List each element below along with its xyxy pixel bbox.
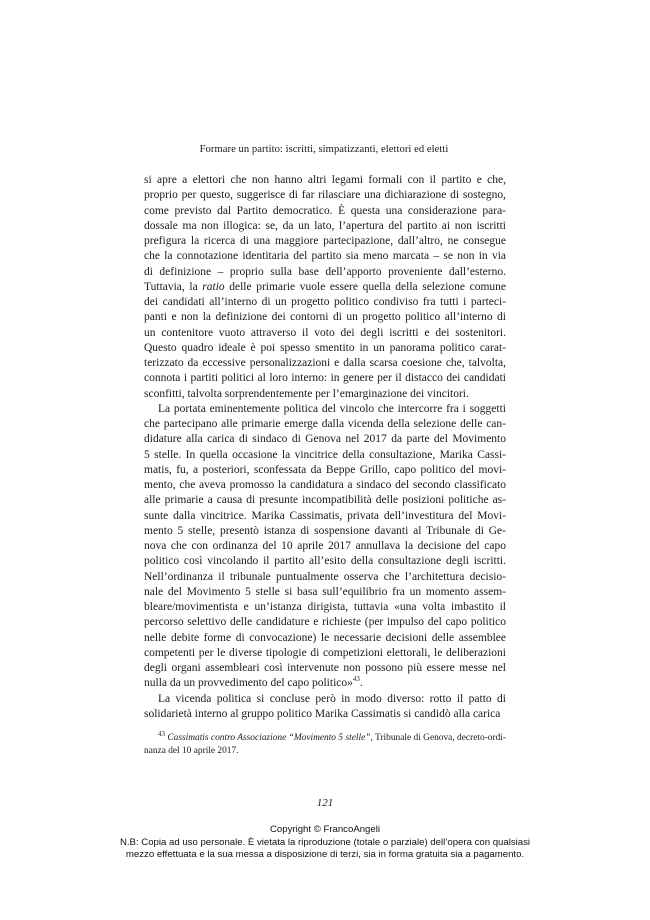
body-text <box>144 173 506 722</box>
text-line: 5 stelle. In quella occasione la vincitrice della consultazione, Marika Cassi- <box>144 448 506 461</box>
text-segment: nulla da un provvedimento del capo politico» <box>144 677 353 690</box>
text-segment: Tuttavia, la <box>144 280 203 293</box>
text-line: che la connotazione identitaria del partito sia meno marcata – se non in via <box>144 250 506 263</box>
text-line: panti e non la definizione dei contorni di un progetto politico all’interno di <box>144 311 506 324</box>
text-line: sunte dalla vincitrice. Marika Cassimatis, privata dell’investitura del Movi- <box>144 509 506 522</box>
paragraph-2 <box>144 402 506 692</box>
text-line: proprio per questo, suggerisce di far rilasciare una dichiarazione di sostegno, <box>144 189 506 202</box>
italic-term: ratio <box>202 280 225 293</box>
text-line <box>144 280 506 295</box>
text-line <box>144 676 506 691</box>
text-line: dei candidati all’interno di un progetto politico condiviso fra tutti i parteci- <box>144 296 506 308</box>
copyright-line: N.B: Copia ad uso personale. È vietata la riproduzione (totale o parziale) dell’opera con qualsiasi <box>119 836 531 848</box>
text-line: mento, che aveva promosso la candidatura a sindaco del secondo classificato <box>144 479 506 491</box>
text-line: didature alla carica di sindaco di Genova nel 2017 da parte del Movimento <box>144 433 506 446</box>
text-line: alle primarie a causa di presunte incompatibilità delle posizioni politiche as- <box>144 494 506 507</box>
footnote-line <box>144 729 506 745</box>
footnote-case-title: Cassimatis contro Associazione “Movimento 5 stelle” <box>167 733 371 743</box>
text-line: nale del Movimento 5 stelle si basa sull’equilibrio fra un momento assem- <box>144 585 506 598</box>
text-line: nova che con ordinanza del 10 aprile 2017 annullava la decisione del capo <box>144 540 506 552</box>
text-line: La portata eminentemente politica del vincolo che intercorre fra i soggetti <box>158 402 506 415</box>
text-line: degli organi assembleari così intervenute non possono più essere messe nel <box>144 662 506 674</box>
text-line: mento 5 stelle, presentò istanza di sospensione davanti al Tribunale di Ge- <box>144 524 506 537</box>
running-head: Formare un partito: iscritti, simpatizzanti, elettori ed eletti <box>199 144 449 155</box>
text-line: si apre a elettori che non hanno altri legami formali con il partito e che, <box>144 174 506 186</box>
text-line: prefigura la ricerca di una maggiore partecipazione, dall’altro, ne consegue <box>144 235 506 247</box>
text-line: terizzato da eccessive personalizzazioni e dalla scarsa coesione che, talvolta, <box>144 357 506 369</box>
copyright-line: mezzo effettuata e la sua messa a disposizione di terzi, sia in forma gratuita sia a pagamento. <box>125 849 525 860</box>
paragraph-1 <box>144 173 506 402</box>
text-line: dossale ma non illogica: se, da un lato, l’apertura del partito ai non iscritti <box>144 219 506 232</box>
footnote-reference[interactable]: 43 <box>352 675 360 684</box>
copyright-notice <box>0 824 650 862</box>
text-line: solidarietà interno al gruppo politico Marika Cassimatis si candidò alla carica <box>144 707 501 720</box>
paragraph-3 <box>144 692 506 723</box>
page-number: 121 <box>316 797 334 809</box>
text-segment: . <box>359 677 363 690</box>
text-line: bleare/movimentista e un’istanza dirigista, tuttavia «una volta imbastito il <box>144 601 506 613</box>
text-line: Questo quadro ideale è poi spesso smentito in un panorama politico carat- <box>144 341 506 354</box>
text-line: un contenitore vuoto attraverso il voto dei degli iscritti e dei sostenitori. <box>144 326 506 339</box>
text-line: che partecipano alle primarie emerge dalla vicenda della selezione delle can- <box>144 418 506 430</box>
text-line: matis, fu, a posteriori, sconfessata da Beppe Grillo, capo politico del movi- <box>144 463 506 476</box>
footnote-line: nanza del 10 aprile 2017. <box>144 745 239 756</box>
text-line: percorso selettivo delle candidature e richieste (per impulso del capo politico <box>144 616 506 629</box>
text-line: nelle debite forme di convocazione) le necessarie decisioni delle assemblee <box>144 631 506 644</box>
copyright-line: Copyright © FrancoAngeli <box>270 824 380 835</box>
text-line: competenti per le diverse tipologie di competizioni elettorali, le deliberazioni <box>144 646 506 659</box>
text-line: connota i partiti politici al loro interno: in genere per il distacco dei candidati <box>144 372 506 385</box>
text-line: Nell’ordinanza il tribunale puntualmente osserva che l’architettura decisio- <box>144 570 506 583</box>
text-line: sconfitti, talvolta sorprendentemente per l’emarginazione dei vincitori. <box>144 387 469 400</box>
text-line: di definizione – proprio sulla base dell’apporto proveniente dall’esterno. <box>144 265 506 278</box>
footnote-number: 43 <box>158 729 165 738</box>
text-line: come previsto dal Partito democratico. È questa una considerazione para- <box>144 204 506 217</box>
text-line: La vicenda politica si concluse però in modo diverso: rotto il patto di <box>158 692 506 705</box>
text-segment: delle primarie vuole essere quella della selezione comune <box>224 280 506 293</box>
footnote-43 <box>144 729 506 757</box>
footnote-text: , Tribunale di Genova, decreto-ordi- <box>370 733 506 743</box>
text-line: politico così vincolando il partito all’esito della consultazione degli iscritti. <box>144 555 506 568</box>
